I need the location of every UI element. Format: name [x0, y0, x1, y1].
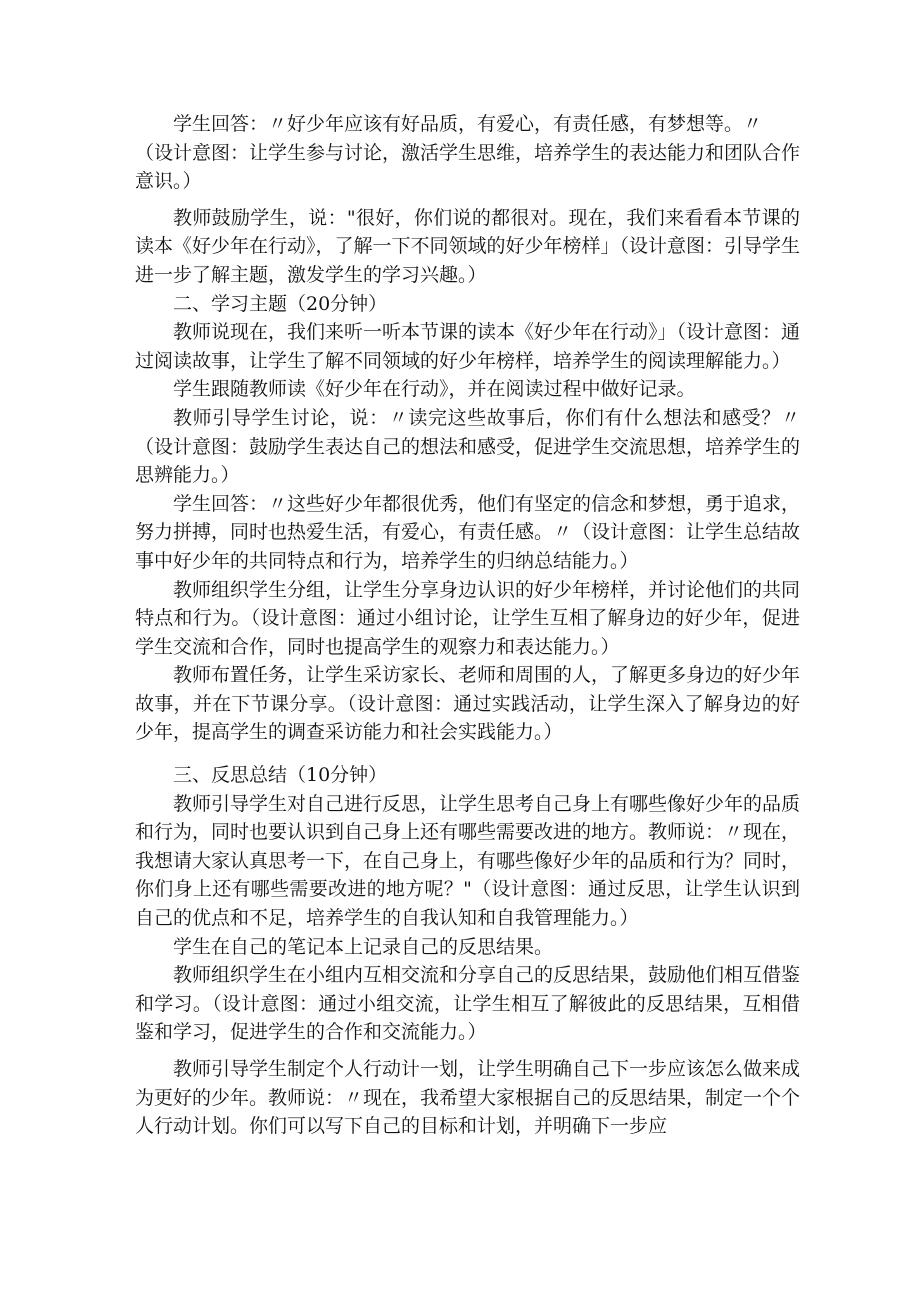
- paragraph-group-exchange: 教师组织学生在小组内互相交流和分享自己的反思结果，鼓励他们相互借鉴和学习。（设计意图：通过小组交流，让学生相互了解彼此的反思结果，互相借鉴和学习，促进学生的合作和交流能力。）: [135, 964, 801, 1044]
- section-heading-learning-theme: 二、学习主题（20分钟）: [173, 292, 388, 315]
- paragraph-teacher-encourage: 教师鼓励学生，说："很好，你们说的都很对。现在，我们来看看本节课的读本《好少年在行动》，了解一下不同领域的好少年榜样」（设计意图：引导学生进一步了解主题，激发学生的学习兴趣。）: [135, 206, 801, 286]
- paragraph-student-notes: 学生在自己的笔记本上记录自己的反思结果。: [173, 935, 554, 958]
- paragraph-student-answer-2: 学生回答：〃这些好少年都很优秀，他们有坚定的信念和梦想，勇于追求，努力拼搏，同时也热爱生活，有爱心，有责任感。〃（设计意图：让学生总结故事中好少年的共同特点和行为，培养学生的归纳总结能力。）: [135, 492, 801, 572]
- paragraph-teacher-reading: 教师说现在，我们来听一听本节课的读本《好少年在行动》」（设计意图：通过阅读故事，让学生了解不同领域的好少年榜样，培养学生的阅读理解能力。）: [135, 321, 801, 372]
- paragraph-action-plan: 教师引导学生制定个人行动计一划，让学生明确自己下一步应该怎么做来成为更好的少年。教师说：〃现在，我希望大家根据自己的反思结果，制定一个个人行动计划。你们可以写下自己的目标和计划，并明确下一步应: [135, 1058, 801, 1138]
- paragraph-teacher-reflection: 教师引导学生对自己进行反思，让学生思考自己身上有哪些像好少年的品质和行为，同时也要认识到自己身上还有哪些需要改进的地方。教师说：〃现在，我想请大家认真思考一下，在自己身上，有哪些像好少年的品质和行为？同时，你们身上还有哪些需要改进的地方呢？"（设计意图：通过反思，让学生认识到自己的优点和不足，培养学生的自我认知和自我管理能力。）: [135, 792, 801, 930]
- paragraph-students-follow: 学生跟随教师读《好少年在行动》，并在阅读过程中做好记录。: [173, 378, 696, 401]
- section-heading-reflection: 三、反思总结（10分钟）: [173, 764, 388, 787]
- paragraph-student-answer-1: 学生回答：〃好少年应该有好品质，有爱心，有责任感，有梦想等。〃: [173, 113, 763, 135]
- paragraph-assignment: 教师布置任务，让学生采访家长、老师和周围的人，了解更多身边的好少年故事，并在下节课分享。（设计意图：通过实践活动，让学生深入了解身边的好少年，提高学生的调查采访能力和社会实践能力。）: [135, 664, 801, 744]
- document-page: [135, 110, 800, 1141]
- paragraph-group-sharing: 教师组织学生分组，让学生分享身边认识的好少年榜样，并讨论他们的共同特点和行为。（设计意图：通过小组讨论，让学生互相了解身边的好少年，促进学生交流和合作，同时也提高学生的观察力和表达能力。）: [135, 578, 801, 658]
- paragraph-design-intent-1: （设计意图：让学生参与讨论，激活学生思维，培养学生的表达能力和团队合作意识。）: [135, 141, 801, 193]
- paragraph-teacher-discussion: 教师引导学生讨论，说：〃读完这些故事后，你们有什么想法和感受？〃（设计意图：鼓励学生表达自己的想法和感受，促进学生交流思想，培养学生的思辨能力。）: [135, 406, 801, 487]
